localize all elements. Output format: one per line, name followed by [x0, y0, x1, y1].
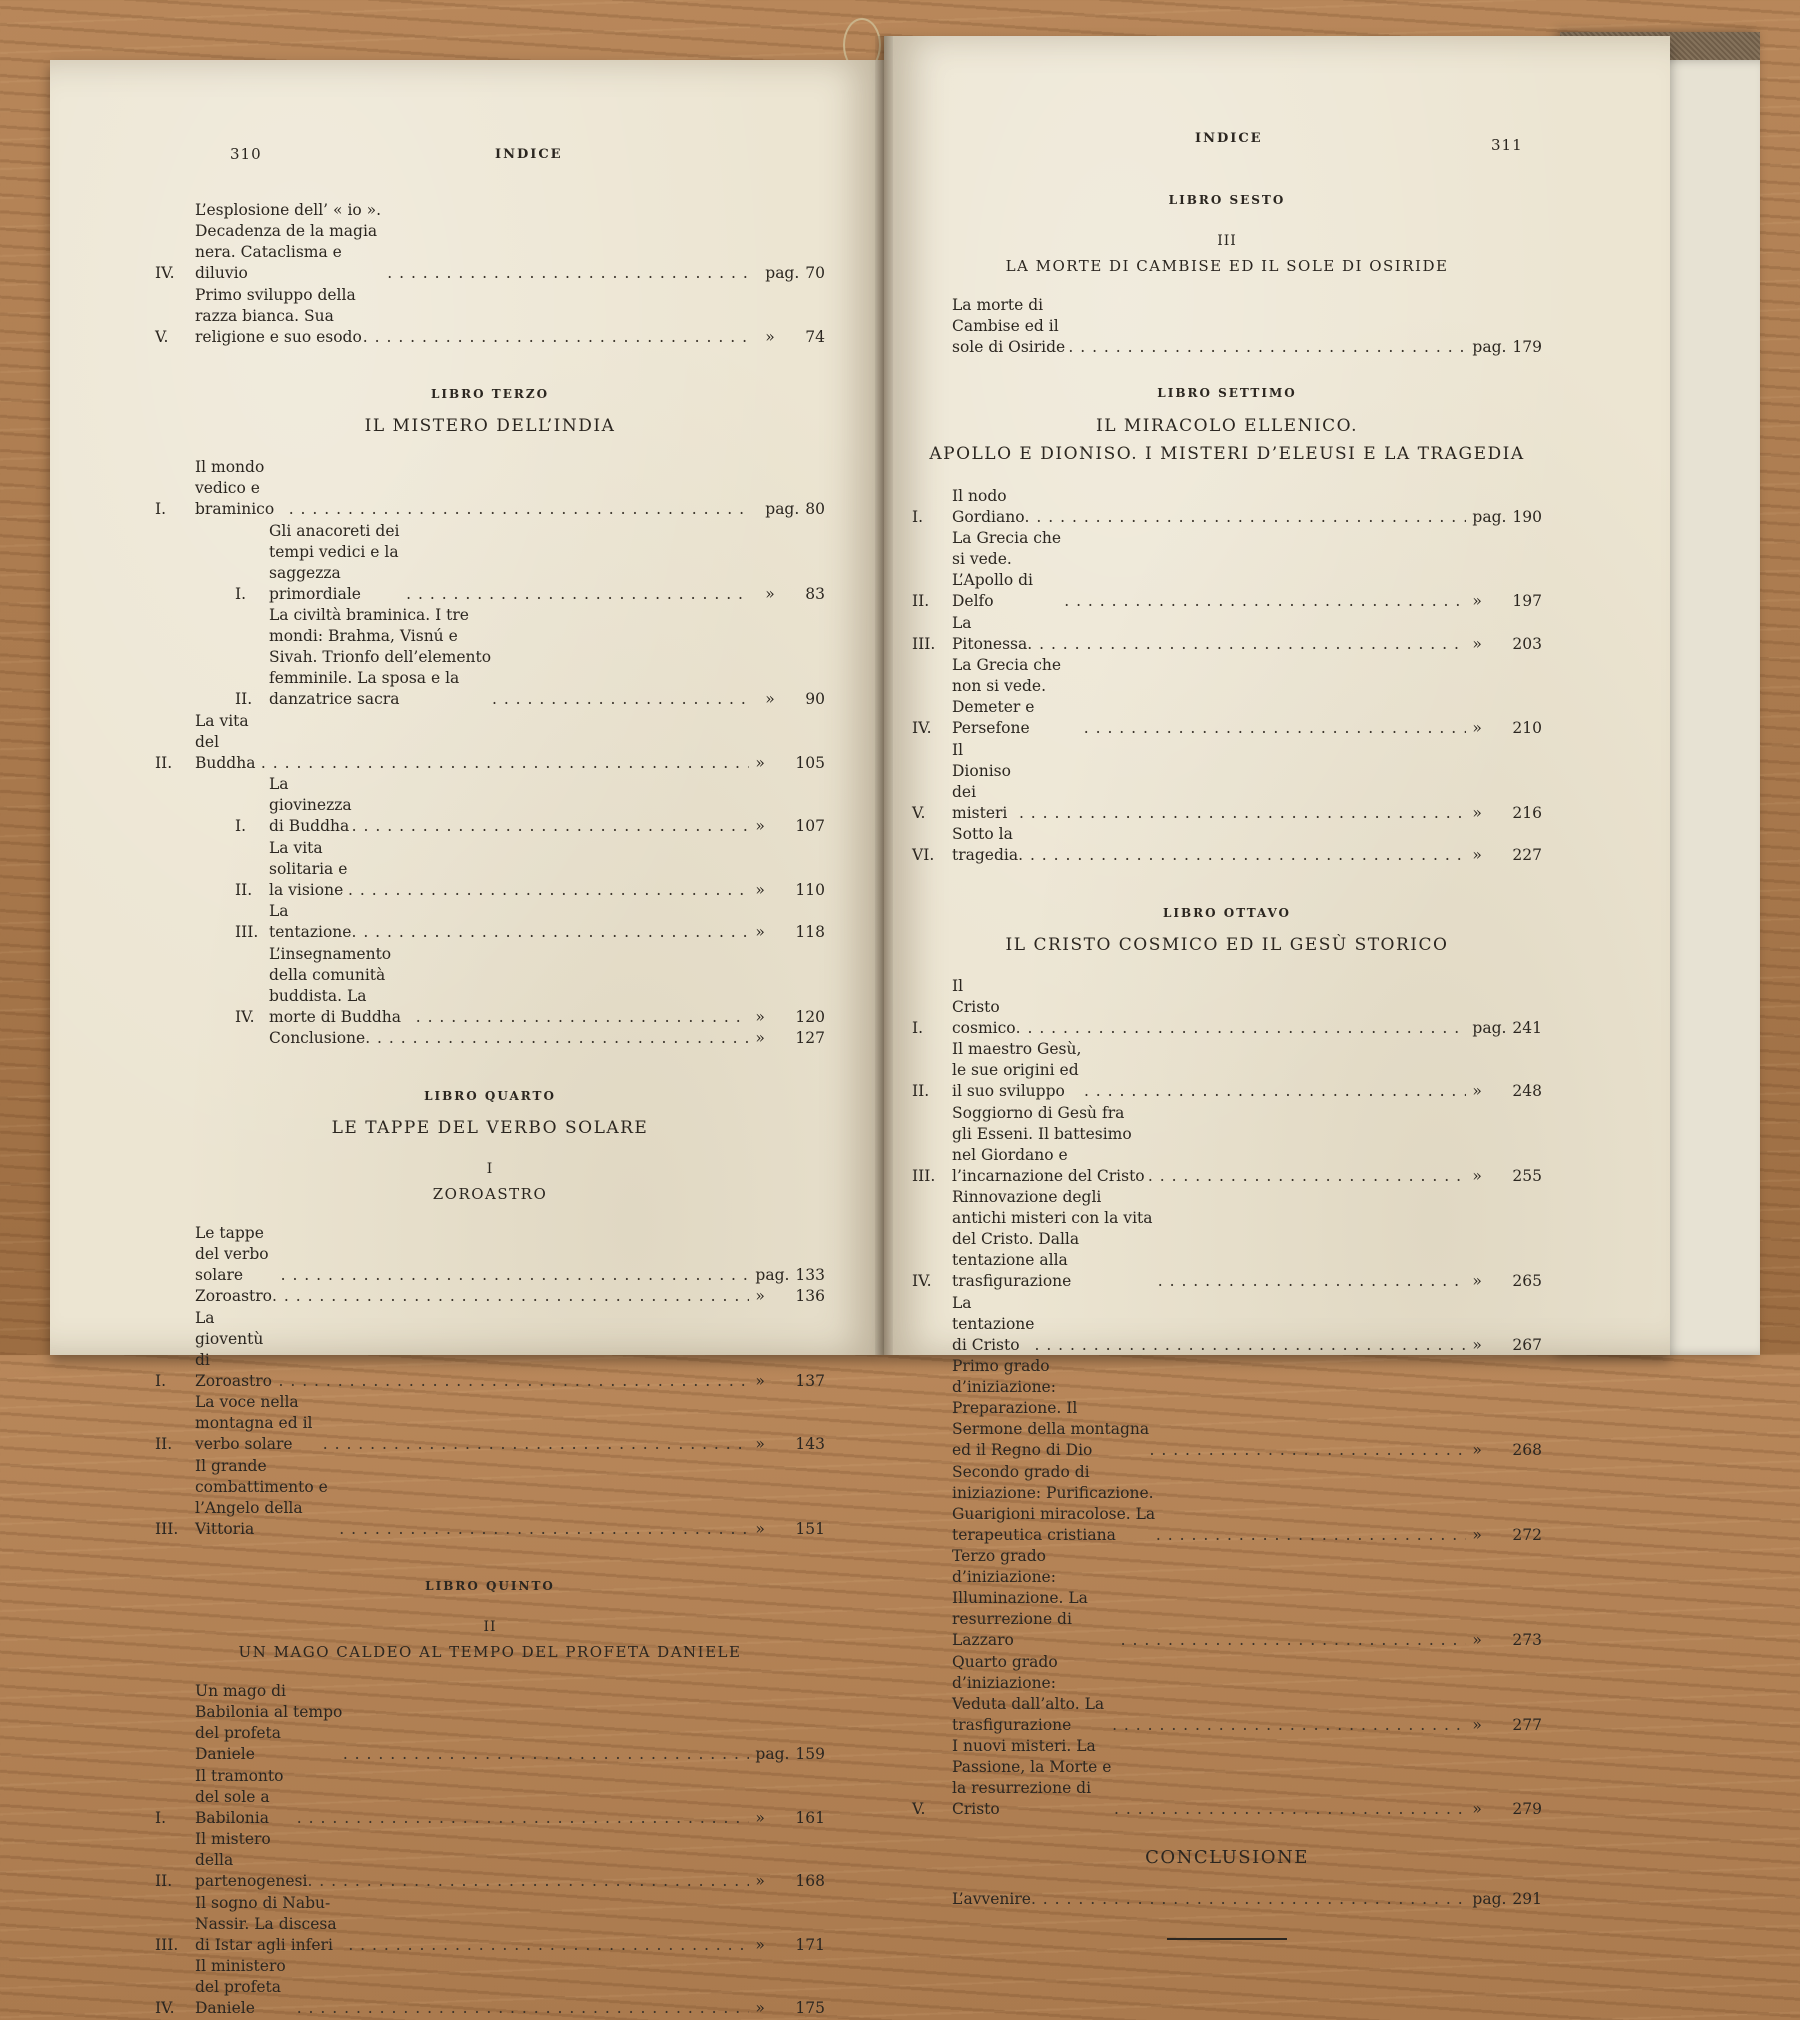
entry-title: Il mondo vedico e braminico — [195, 458, 275, 518]
page-prefix: » — [1472, 592, 1482, 610]
book-label: LIBRO SESTO — [1168, 193, 1286, 207]
book-label: LIBRO TERZO — [430, 387, 550, 401]
toc-section-book8 — [912, 976, 1542, 1821]
toc-section-book5 — [155, 1681, 825, 2019]
toc-entry — [155, 1308, 825, 1392]
page-number-value: 70 — [805, 264, 825, 282]
toc-entry — [155, 285, 825, 348]
dot-leader — [339, 1519, 749, 1540]
page-prefix: pag. — [1472, 1889, 1507, 1908]
page-number-value: 161 — [795, 1808, 825, 1827]
entry-page — [749, 263, 825, 284]
page-number-value: 151 — [795, 1519, 825, 1538]
entry-title: La Pitonessa — [952, 613, 1028, 653]
entry-number: II. — [235, 690, 253, 708]
entry-number: IV. — [912, 719, 932, 737]
dot-leader — [387, 263, 749, 284]
entry-number: IV. — [155, 264, 175, 282]
entry-page — [1466, 845, 1542, 866]
toc-entry — [155, 944, 825, 1028]
toc-entry — [912, 486, 1542, 528]
toc-entry — [155, 1392, 825, 1455]
entry-number: II. — [155, 753, 173, 772]
toc-entry — [912, 1652, 1542, 1736]
dot-leader — [492, 689, 749, 710]
part-number: I — [486, 1160, 494, 1177]
toc-entry — [912, 824, 1542, 866]
toc-entry — [912, 1187, 1542, 1292]
page-number-value: 171 — [795, 1935, 825, 1954]
entry-page — [1466, 1081, 1542, 1102]
entry-page — [1466, 507, 1542, 528]
toc-entry — [155, 200, 825, 284]
page-number-value: 267 — [1512, 1335, 1542, 1354]
entry-title: Conclusione — [269, 1029, 366, 1047]
page-number-value: 127 — [795, 1029, 825, 1047]
entry-title: Il mistero della partenogenesi — [195, 1830, 308, 1890]
page-number-value: 107 — [795, 817, 825, 835]
page-prefix: » — [765, 584, 775, 603]
page-prefix: » — [1472, 1715, 1482, 1734]
toc-entry — [155, 1956, 825, 2019]
page-prefix: pag. — [1472, 1018, 1507, 1037]
entry-number: IV. — [155, 1999, 175, 2017]
toc-entry — [155, 1893, 825, 1956]
entry-title: Il Dioniso dei misteri — [952, 740, 1011, 822]
entry-title: L’avvenire — [952, 1889, 1031, 1908]
entry-title: Il nodo Gordiano — [952, 486, 1025, 526]
entry-number: II. — [155, 1435, 173, 1453]
page-number-value: 255 — [1512, 1166, 1542, 1185]
toc-entry — [155, 1456, 825, 1540]
book-label: LIBRO SETTIMO — [1157, 385, 1297, 400]
dot-leader — [1084, 718, 1466, 739]
part-number: II — [483, 1619, 497, 1635]
entry-number: II. — [235, 880, 253, 899]
page-prefix: pag. — [1472, 338, 1507, 356]
page-prefix: » — [755, 880, 765, 899]
toc-entry — [912, 1039, 1542, 1102]
entry-number: III. — [155, 1519, 179, 1538]
page-number-value: 190 — [1512, 507, 1542, 526]
page-number-value: 203 — [1512, 634, 1542, 653]
page-prefix: » — [755, 1007, 765, 1026]
page-number-value: 227 — [1512, 846, 1542, 864]
entry-number: V. — [912, 1800, 926, 1818]
dot-leader — [1149, 1440, 1466, 1461]
page-number-value: 168 — [795, 1872, 825, 1890]
book-label: LIBRO QUARTO — [424, 1088, 556, 1103]
page-prefix: » — [755, 1999, 765, 2017]
entry-page — [749, 1519, 825, 1540]
page-prefix: » — [1472, 1166, 1482, 1185]
entry-title: Un mago di Babilonia al tempo del profeta Daniele — [195, 1682, 343, 1763]
entry-title: La civiltà braminica. I tre mondi: Brahma, Visnú e Sivah. Trionfo dell’elemento femminile. La sposa e la danzatrice sacra — [269, 606, 492, 708]
toc-entry — [912, 1293, 1542, 1356]
dot-leader — [1121, 1630, 1466, 1651]
toc-entry — [912, 1546, 1542, 1651]
toc-entry — [155, 1028, 825, 1049]
dot-leader — [1068, 337, 1466, 358]
entry-page — [749, 1871, 825, 1892]
toc-section-book4 — [155, 1223, 825, 1540]
page-number-value: 110 — [795, 880, 825, 899]
book-label: LIBRO QUINTO — [425, 1579, 555, 1593]
entry-title: La giovinezza di Buddha — [269, 775, 352, 835]
page-number-value: 137 — [795, 1371, 825, 1390]
dot-leader — [416, 1007, 749, 1028]
page-number-value: 272 — [1512, 1525, 1542, 1544]
book-title: LE TAPPE DEL VERBO SOLARE — [331, 1117, 649, 1138]
dot-leader — [352, 816, 749, 837]
toc-entry — [155, 1766, 825, 1829]
entry-title: Il grande combattimento e l’Angelo della Vittoria — [195, 1456, 328, 1538]
entry-title: Primo grado d’iniziazione: Preparazione. Il Sermone della montagna ed il Regno di Dio — [952, 1357, 1150, 1459]
entry-title: La voce nella montagna ed il verbo solare — [195, 1393, 313, 1453]
dot-leader — [1084, 1081, 1466, 1102]
page-number-value: 120 — [795, 1007, 825, 1026]
entry-page — [749, 1998, 825, 2019]
entry-title: Rinnovazione degli antichi misteri con la vita del Cristo. Dalla tentazione alla trasfigurazione — [952, 1188, 1153, 1290]
page-prefix: » — [1472, 1082, 1482, 1100]
gutter — [875, 36, 893, 1355]
page-number-value: 265 — [1512, 1272, 1542, 1290]
right-page-contents — [912, 190, 1542, 1940]
dot-leader — [289, 499, 749, 520]
toc-entry — [912, 1103, 1542, 1187]
entry-page — [1466, 591, 1542, 612]
page-prefix: » — [755, 1519, 765, 1538]
toc-entry — [912, 1889, 1542, 1910]
page-prefix: » — [755, 753, 765, 772]
page-prefix: » — [755, 923, 765, 941]
dot-leader — [278, 1371, 749, 1392]
entry-title: Soggiorno di Gesù fra gli Esseni. Il battesimo nel Giordano e l’incarnazione del Cristo — [952, 1103, 1145, 1185]
entry-number: III. — [912, 1166, 936, 1185]
toc-entry — [155, 1286, 825, 1307]
page-prefix: » — [1472, 1441, 1482, 1459]
page-number-value: 291 — [1512, 1889, 1542, 1908]
page-number-value: 179 — [1512, 338, 1542, 356]
entry-title: La vita del Buddha — [195, 711, 256, 772]
page-number-value: 133 — [795, 1265, 825, 1284]
part-title: LA MORTE DI CAMBISE ED IL SOLE DI OSIRIDE — [1005, 257, 1449, 275]
entry-page — [749, 1371, 825, 1392]
page-number-value: 175 — [795, 1999, 825, 2017]
entry-title: Zoroastro — [195, 1287, 273, 1305]
dot-leader — [297, 1998, 749, 2019]
entry-page — [749, 689, 825, 710]
dot-leader — [348, 880, 749, 901]
entry-title: La gioventù di Zoroastro — [195, 1308, 273, 1390]
toc-entry — [912, 528, 1542, 612]
entry-number: VI. — [912, 846, 935, 864]
page-prefix: » — [1472, 634, 1482, 653]
page-number-value: 83 — [805, 584, 825, 603]
entry-title: Il sogno di Nabu-Nassir. La discesa di Istar agli inferi — [195, 1893, 337, 1954]
toc-entry — [912, 1462, 1542, 1546]
part-title: ZOROASTRO — [432, 1184, 548, 1203]
toc-entry — [155, 605, 825, 710]
page-number-value: 105 — [795, 753, 825, 772]
toc-entry — [155, 838, 825, 901]
page-prefix: » — [755, 1287, 765, 1305]
page-number-value: 90 — [805, 690, 825, 708]
entry-title: Gli anacoreti dei tempi vedici e la saggezza primordiale — [269, 521, 400, 603]
dot-leader — [1114, 1799, 1466, 1820]
entry-title: La Grecia che non si vede. Demeter e Persefone — [952, 656, 1062, 737]
entry-number: I. — [235, 817, 247, 835]
entry-page — [749, 1935, 825, 1956]
dot-leader — [351, 922, 749, 943]
part-title: UN MAGO CALDEO AL TEMPO DEL PROFETA DANIELE — [238, 1643, 742, 1661]
toc-entry — [155, 901, 825, 943]
page-number-value: 136 — [795, 1287, 825, 1305]
dot-leader — [261, 753, 749, 774]
entry-page — [749, 1028, 825, 1049]
book-title: IL CRISTO COSMICO ED IL GESÙ STORICO — [1005, 934, 1449, 955]
running-head: INDICE — [1195, 131, 1263, 146]
page-prefix: » — [1472, 1800, 1482, 1818]
dot-leader — [272, 1286, 749, 1307]
entry-number: III. — [235, 923, 259, 941]
page-number-value: 80 — [805, 500, 825, 518]
dot-leader — [1064, 591, 1466, 612]
part-number: III — [1217, 233, 1237, 249]
page-prefix: » — [1472, 846, 1482, 864]
dot-leader — [1156, 1525, 1466, 1546]
page-prefix: » — [755, 1872, 765, 1890]
entry-page — [1466, 634, 1542, 655]
entry-title: L’insegnamento della comunità buddista. La morte di Buddha — [269, 944, 402, 1026]
dot-leader — [1016, 1018, 1466, 1039]
entry-title: La Grecia che si vede. L’Apollo di Delfo — [952, 529, 1062, 610]
running-head: INDICE — [495, 147, 563, 162]
toc-section-book7 — [912, 486, 1542, 867]
page-number: 311 — [1491, 136, 1523, 154]
page-prefix: » — [755, 1435, 765, 1453]
page-number-value: 143 — [795, 1435, 825, 1453]
page-prefix: pag. — [765, 264, 800, 282]
entry-title: Il Cristo cosmico — [952, 976, 1016, 1037]
entry-number: II. — [912, 1082, 930, 1100]
entry-page — [1466, 1271, 1542, 1292]
entry-page — [749, 753, 825, 774]
page-number-value: 216 — [1512, 803, 1542, 822]
toc-entry — [155, 711, 825, 774]
closing-rule — [1167, 1938, 1287, 1940]
entry-title: Quarto grado d’iniziazione: Veduta dall’alto. La trasfigurazione — [952, 1652, 1105, 1734]
entry-title: La morte di Cambise ed il sole di Osiride — [952, 296, 1066, 356]
page-prefix: » — [1472, 1272, 1482, 1290]
page-number-value: 273 — [1512, 1631, 1542, 1649]
page-prefix: » — [755, 1935, 765, 1954]
dot-leader — [1019, 803, 1466, 824]
dot-leader — [323, 1434, 749, 1455]
entry-page — [749, 1808, 825, 1829]
page-number-value: 277 — [1512, 1715, 1542, 1734]
toc-section-top — [155, 200, 825, 348]
entry-number: II. — [155, 1872, 173, 1890]
page-number-value: 241 — [1512, 1018, 1542, 1037]
entry-page — [1466, 1440, 1542, 1461]
page-prefix: » — [755, 817, 765, 835]
page-number-value: 118 — [795, 923, 825, 941]
entry-page — [749, 880, 825, 901]
toc-entry — [155, 1223, 825, 1286]
entry-number: V. — [155, 327, 169, 346]
entry-title: La tentazione — [269, 902, 352, 941]
toc-section-book3 — [155, 457, 825, 1049]
entry-number: IV. — [235, 1007, 255, 1026]
entry-title: Le tappe del verbo solare — [195, 1223, 269, 1284]
dot-leader — [348, 1935, 749, 1956]
dot-leader — [1027, 634, 1466, 655]
entry-number: I. — [155, 1808, 167, 1827]
page-prefix: » — [1472, 719, 1482, 737]
entry-page — [1466, 1525, 1542, 1546]
conclusion-title: CONCLUSIONE — [1145, 1846, 1309, 1868]
toc-entry — [912, 613, 1542, 655]
page-prefix: » — [765, 690, 775, 708]
dot-leader — [1031, 1889, 1466, 1910]
dot-leader — [363, 327, 749, 348]
page-prefix: » — [765, 327, 775, 346]
toc-entry — [155, 1681, 825, 1765]
entry-title: La vita solitaria e la visione — [269, 838, 348, 899]
entry-title: Terzo grado d’iniziazione: Illuminazione. La resurrezione di Lazzaro — [952, 1547, 1088, 1649]
toc-entry — [912, 740, 1542, 824]
toc-section-book6 — [912, 295, 1542, 358]
entry-page — [1466, 337, 1542, 358]
entry-number: V. — [912, 803, 926, 822]
toc-entry — [912, 655, 1542, 739]
page-prefix: » — [1472, 1525, 1482, 1544]
toc-entry — [155, 774, 825, 837]
entry-page — [1466, 1889, 1542, 1910]
entry-page — [749, 1744, 825, 1765]
entry-page — [749, 1286, 825, 1307]
entry-number: I. — [912, 1018, 924, 1037]
entry-title: Sotto la tragedia — [952, 825, 1019, 864]
page-number-value: 197 — [1512, 592, 1542, 610]
book-title: IL MISTERO DELL’INDIA — [364, 416, 616, 436]
entry-number: III. — [912, 634, 936, 653]
page-prefix: pag. — [755, 1745, 790, 1763]
entry-page — [749, 1434, 825, 1455]
entry-page — [1466, 1799, 1542, 1820]
entry-page — [1466, 718, 1542, 739]
toc-entry — [912, 976, 1542, 1039]
entry-page — [1466, 1018, 1542, 1039]
toc-entry — [912, 295, 1542, 358]
entry-number: I. — [155, 1371, 167, 1390]
dot-leader — [365, 1028, 749, 1049]
entry-page — [749, 327, 825, 348]
dot-leader — [297, 1808, 749, 1829]
toc-entry — [912, 1736, 1542, 1820]
dot-leader — [343, 1744, 749, 1765]
page-prefix: » — [1472, 803, 1482, 822]
page-prefix: » — [1472, 1335, 1482, 1354]
entry-number: I. — [155, 500, 167, 518]
page-prefix: » — [1472, 1631, 1482, 1649]
dot-leader — [1018, 845, 1466, 866]
dot-leader — [307, 1871, 749, 1892]
toc-entry — [155, 457, 825, 520]
dot-leader — [406, 584, 749, 605]
entry-page — [749, 584, 825, 605]
book-label: LIBRO OTTAVO — [1162, 905, 1291, 920]
dot-leader — [281, 1265, 749, 1286]
left-page-contents — [155, 200, 825, 2020]
page-prefix: pag. — [765, 500, 800, 518]
entry-page — [749, 499, 825, 520]
entry-title: Il maestro Gesù, le sue origini ed il suo sviluppo — [952, 1040, 1082, 1100]
entry-title: Il ministero del profeta Daniele — [195, 1957, 286, 2017]
page-number-value: 268 — [1512, 1441, 1542, 1459]
entry-title: I nuovi misteri. La Passione, la Morte e la resurrezione di Cristo — [952, 1737, 1112, 1818]
toc-entry — [912, 1356, 1542, 1461]
toc-section-conclusion — [912, 1889, 1542, 1910]
entry-number: II. — [912, 592, 930, 610]
entry-title: Secondo grado di iniziazione: Purificazione. Guarigioni miracolose. La terapeutica cristiana — [952, 1462, 1156, 1544]
entry-title: L’esplosione dell’ « io ». Decadenza de la magia nera. Cataclisma e diluvio — [195, 201, 382, 282]
entry-number: III. — [155, 1935, 179, 1954]
page-prefix: pag. — [1472, 507, 1507, 526]
dot-leader — [1034, 1335, 1466, 1356]
entry-page — [1466, 803, 1542, 824]
page-prefix: » — [755, 1808, 765, 1827]
page-number-value: 210 — [1512, 719, 1542, 737]
entry-number: I. — [912, 507, 924, 526]
entry-page — [749, 1007, 825, 1028]
page-number-value: 159 — [795, 1745, 825, 1763]
entry-page — [1466, 1166, 1542, 1187]
dot-leader — [1025, 507, 1466, 528]
entry-title: Il tramonto del sole a Babilonia — [195, 1766, 284, 1827]
entry-page — [1466, 1335, 1542, 1356]
page-number-value: 279 — [1512, 1800, 1542, 1818]
entry-title: La tentazione di Cristo — [952, 1293, 1035, 1354]
page-prefix: » — [755, 1371, 765, 1390]
page-prefix: pag. — [755, 1265, 790, 1284]
entry-number: IV. — [912, 1272, 932, 1290]
entry-page — [749, 1265, 825, 1286]
page-number-value: 248 — [1512, 1082, 1542, 1100]
entry-page — [1466, 1630, 1542, 1651]
toc-entry — [155, 521, 825, 605]
book-title-line-2: APOLLO E DIONISO. I MISTERI D’ELEUSI E LA TRAGEDIA — [929, 443, 1525, 464]
dot-leader — [1158, 1271, 1466, 1292]
entry-page — [749, 922, 825, 943]
dot-leader — [1148, 1166, 1466, 1187]
entry-title: Primo sviluppo della razza bianca. Sua religione e suo esodo — [195, 285, 362, 346]
dot-leader — [1112, 1715, 1466, 1736]
entry-page — [749, 816, 825, 837]
entry-page — [1466, 1715, 1542, 1736]
toc-entry — [155, 1829, 825, 1892]
book-title-line-1: IL MIRACOLO ELLENICO. — [1095, 415, 1359, 436]
page-number: 310 — [230, 145, 262, 163]
page-number-value: 74 — [805, 327, 825, 346]
entry-number: I. — [235, 584, 247, 603]
page-prefix: » — [755, 1029, 765, 1047]
